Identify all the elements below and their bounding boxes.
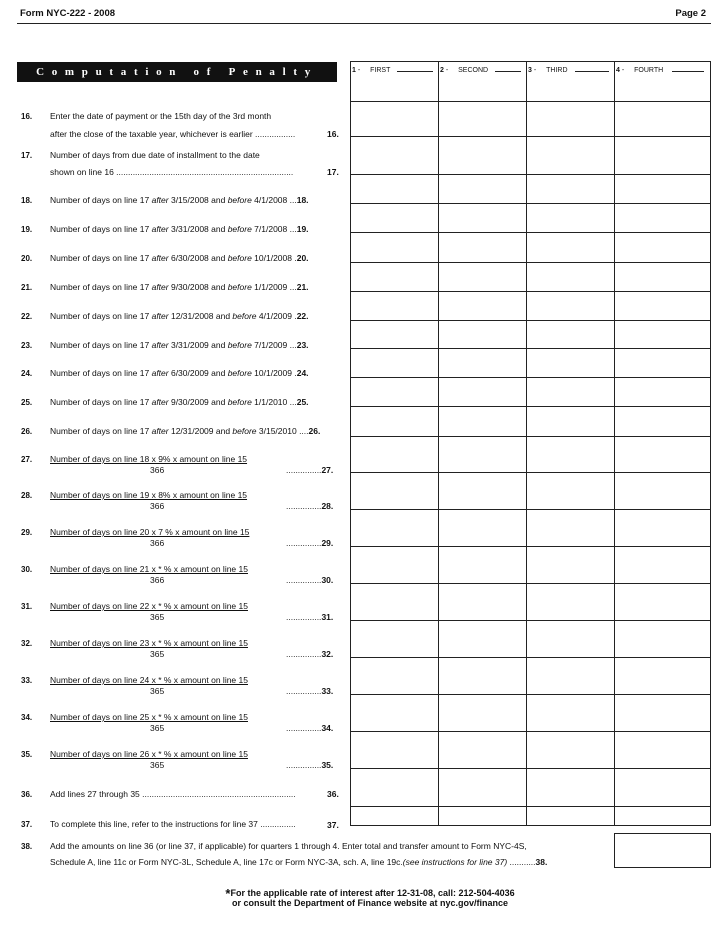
section-title: Computation of Penalty: [17, 62, 337, 82]
grid-row-line: [350, 262, 711, 263]
line-number: 29.: [21, 528, 33, 537]
line-number: 19.: [21, 225, 33, 234]
line-17-text-cont: shown on line 16 ...........................................................................: [50, 167, 294, 177]
line-35-numerator: Number of days on line 26 x * % x amount on line 15: [50, 749, 248, 759]
footnote-line-2: or consult the Department of Finance website at nyc.gov/finance: [231, 898, 509, 908]
line-25-text: Number of days on line 17 after 9/30/2009 and before 1/1/2010 ...25.: [50, 397, 309, 407]
line-29-denominator: 366: [150, 538, 165, 548]
line-number: 34.: [21, 713, 33, 722]
grid-row-line: [350, 768, 711, 769]
line-number: 30.: [21, 565, 33, 574]
line-18-text: Number of days on line 17 after 3/15/2008 and before 4/1/2008 ...18.: [50, 195, 309, 205]
line-ref: 36.: [327, 789, 339, 799]
line-34-denominator: 365: [150, 723, 165, 733]
line-16-text-cont: after the close of the taxable year, whichever is earlier .................: [50, 129, 296, 139]
column-head-second: 2 - SECOND: [440, 67, 524, 74]
footnote-star: *: [225, 886, 231, 901]
line-number: 23.: [21, 341, 33, 350]
header-rule: [17, 23, 711, 24]
line-number: 24.: [21, 369, 33, 378]
grid-row-line: [350, 136, 711, 137]
line-30-ref: ...............30.: [286, 575, 334, 585]
line-31-numerator: Number of days on line 22 x * % x amount on line 15: [50, 601, 248, 611]
line-number: 26.: [21, 427, 33, 436]
line-27-ref: ...............27.: [286, 465, 334, 475]
footnote-line-1: *For the applicable rate of interest after 12-31-08, call: 212-504-4036: [225, 886, 515, 901]
column-head-fourth: 4 - FOURTH: [616, 67, 708, 74]
grid-row-line: [350, 320, 711, 321]
line-34-numerator: Number of days on line 25 x * % x amount on line 15: [50, 712, 248, 722]
column-head-first: 1 - FIRST: [352, 67, 436, 74]
grid-row-line: [350, 583, 711, 584]
grid-row-line: [350, 406, 711, 407]
line-24-text: Number of days on line 17 after 6/30/2009 and before 10/1/2009 .24.: [50, 368, 309, 378]
line-37-text: To complete this line, refer to the instructions for line 37 ...............: [50, 819, 296, 829]
grid-row-line: [350, 174, 711, 175]
grid-row-line: [350, 472, 711, 473]
line-number: 31.: [21, 602, 33, 611]
line-number: 20.: [21, 254, 33, 263]
grid-row-line: [350, 203, 711, 204]
line-30-denominator: 366: [150, 575, 165, 585]
line-number: 16.: [21, 112, 33, 121]
grid-row-line: [350, 291, 711, 292]
line-ref: 17.: [327, 167, 339, 177]
line-number: 37.: [21, 820, 33, 829]
line-32-ref: ...............32.: [286, 649, 334, 659]
line-number: 38.: [21, 842, 33, 851]
grid-row-line: [350, 806, 711, 807]
line-33-ref: ...............33.: [286, 686, 334, 696]
grid-row-line: [350, 694, 711, 695]
line-21-text: Number of days on line 17 after 9/30/2008 and before 1/1/2009 ...21.: [50, 282, 309, 292]
entry-grid: [350, 101, 711, 826]
line-33-numerator: Number of days on line 24 x * % x amount on line 15: [50, 675, 248, 685]
line-38-text: Add the amounts on line 36 (or line 37, if applicable) for quarters 1 through 4. Enter total and transfer amount to Form NYC-4S,: [50, 841, 527, 851]
grid-row-line: [350, 509, 711, 510]
form-id: Form NYC-222 - 2008: [20, 8, 116, 19]
line-number: 17.: [21, 151, 33, 160]
line-38-text-cont: Schedule A, line 11c or Form NYC-3L, Schedule A, line 17c or Form NYC-3A, sch. A, line 19c.(see instructions for line 37) ...........38.: [50, 857, 548, 867]
line-ref: 37.: [327, 820, 339, 830]
line-28-numerator: Number of days on line 19 x 8% x amount on line 15: [50, 490, 248, 500]
grid-row-line: [350, 657, 711, 658]
line-number: 35.: [21, 750, 33, 759]
grid-row-line: [350, 731, 711, 732]
line-36-text: Add lines 27 through 35 .................................................................: [50, 789, 296, 799]
line-31-ref: ...............31.: [286, 612, 334, 622]
line-32-denominator: 365: [150, 649, 165, 659]
line-20-text: Number of days on line 17 after 6/30/2008 and before 10/1/2008 .20.: [50, 253, 309, 263]
line-number: 21.: [21, 283, 33, 292]
line-30-numerator: Number of days on line 21 x * % x amount on line 15: [50, 564, 248, 574]
line-number: 27.: [21, 455, 33, 464]
line-27-denominator: 366: [150, 465, 165, 475]
grid-row-line: [350, 620, 711, 621]
line-34-ref: ...............34.: [286, 723, 334, 733]
grid-row-line: [350, 232, 711, 233]
line-number: 32.: [21, 639, 33, 648]
line-number: 25.: [21, 398, 33, 407]
grid-row-line: [350, 377, 711, 378]
line-number: 33.: [21, 676, 33, 685]
line-31-denominator: 365: [150, 612, 165, 622]
line-16-text: Enter the date of payment or the 15th day of the 3rd month: [50, 111, 272, 121]
line-19-text: Number of days on line 17 after 3/31/2008 and before 7/1/2008 ...19.: [50, 224, 309, 234]
page-number: Page 2: [675, 8, 706, 19]
line-35-ref: ...............35.: [286, 760, 334, 770]
line-29-numerator: Number of days on line 20 x 7 % x amount on line 15: [50, 527, 250, 537]
line-ref: 16.: [327, 129, 339, 139]
line-27-numerator: Number of days on line 18 x 9% x amount on line 15: [50, 454, 248, 464]
line-26-text: Number of days on line 17 after 12/31/2009 and before 3/15/2010 ....26.: [50, 426, 321, 436]
line-number: 22.: [21, 312, 33, 321]
line-number: 18.: [21, 196, 33, 205]
column-head-third: 3 - THIRD: [528, 67, 612, 74]
line-number: 28.: [21, 491, 33, 500]
line-number: 36.: [21, 790, 33, 799]
line-28-denominator: 366: [150, 501, 165, 511]
grid-row-line: [350, 348, 711, 349]
line-35-denominator: 365: [150, 760, 165, 770]
line-32-numerator: Number of days on line 23 x * % x amount on line 15: [50, 638, 248, 648]
line-33-denominator: 365: [150, 686, 165, 696]
grid-row-line: [350, 436, 711, 437]
line-17-text: Number of days from due date of installment to the date: [50, 150, 260, 160]
total-box-38[interactable]: [614, 833, 711, 868]
line-28-ref: ...............28.: [286, 501, 334, 511]
line-29-ref: ...............29.: [286, 538, 334, 548]
line-22-text: Number of days on line 17 after 12/31/2008 and before 4/1/2009 .22.: [50, 311, 309, 321]
line-23-text: Number of days on line 17 after 3/31/2009 and before 7/1/2009 ...23.: [50, 340, 309, 350]
grid-row-line: [350, 546, 711, 547]
